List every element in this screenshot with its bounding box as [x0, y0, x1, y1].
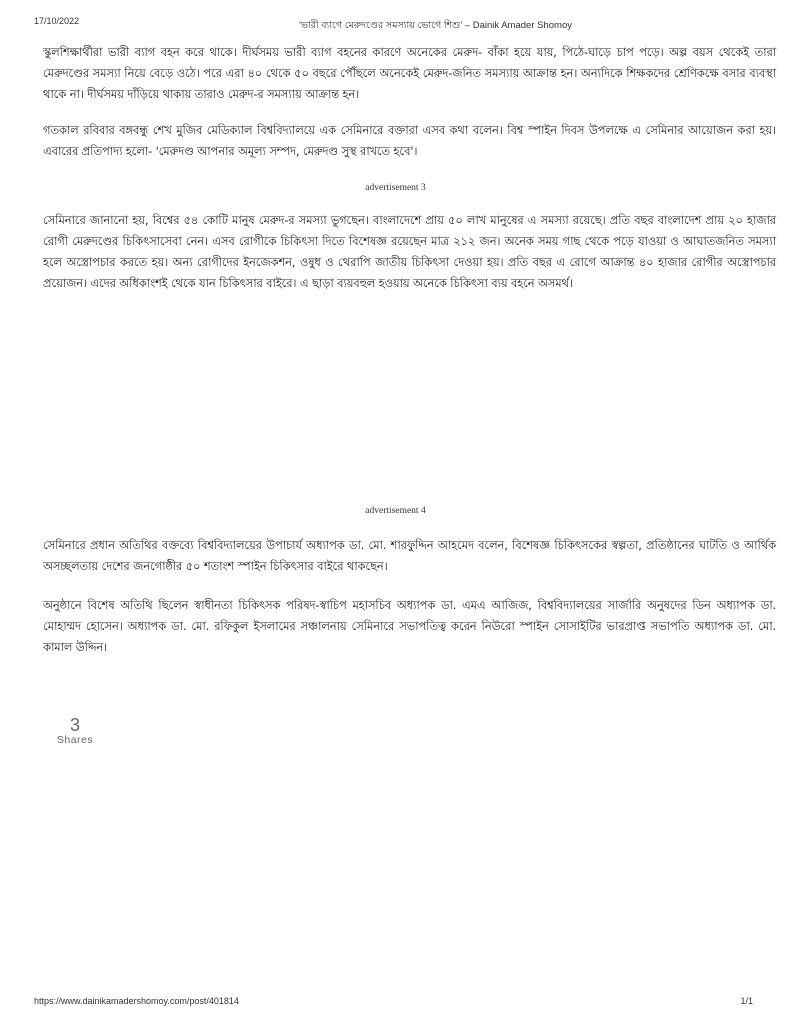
article-paragraph-1: স্কুলশিক্ষার্থীরা ভারী ব্যাগ বহন করে থাকে। দীর্ঘসময় ভারী ব্যাগ বহনের কারণে অনেকের মেরুদ- বাঁকা হয়ে যায়, পিঠে-ঘাড়ে চাপ পড়ে। অল্প বয়স থেকেই তারা মেরুদণ্ডের সমস্যা নিয়ে বেড়ে ওঠে। পরে এরা ৪০ থেকে ৫০ বছরে পৌঁছলে অনেকেই মেরুদ-জনিত সমস্যায় আক্রান্ত হন। অন্যদিকে শিক্ষকদের শ্রেণিকক্ষে বসার ব্যবস্থা থাকে না। দীর্ঘসময় দাঁড়িয়ে থাকায় তারাও মেরুদ-র সমস্যায় আক্রান্ত হন।	[43, 45, 776, 101]
article-paragraph-3: সেমিনারে জানানো হয়, বিশ্বের ৫৪ কোটি মানুষ মেরুদ-র সমস্যা ভুগছেন। বাংলাদেশে প্রায় ৫০ লাখ মানুষের এ সমস্যা রয়েছে। প্রতি বছর বাংলাদেশ প্রায় ২০ হাজার রোগী মেরুদণ্ডের চিকিৎসাসেবা নেন। এসব রোগীকে চিকিৎসা দিতে বিশেষজ্ঞ রয়েছেন মাত্র ২১২ জন। অনেক সময় গাছ থেকে পড়ে যাওয়া ও আঘাতজনিত সমস্যা হলে অস্ত্রোপচার করতে হয়। অন্য রোগীদের ইনজেকশন, ওষুধ ও থেরাপি জাতীয় চিকিৎসা দেওয়া হয়। প্রতি বছর এ রোগে আক্রান্ত ৪০ হাজার রোগীর অস্ত্রোপচার প্রয়োজন। এদের অধিকাংশই থেকে যান চিকিৎসার বাইরে। এ ছাড়া ব্যয়বহুল হওয়ায় অনেকে চিকিৎসা ব্যয় বহনে অসমর্থ।	[43, 213, 776, 290]
print-footer-url: https://www.dainikamadershomoy.com/post/401814	[34, 996, 239, 1006]
share-label: Shares	[56, 734, 94, 746]
advertisement-label-3: advertisement 3	[365, 183, 426, 193]
share-counter[interactable]	[52, 716, 98, 746]
print-header-date: 17/10/2022	[34, 16, 80, 26]
advertisement-label-4: advertisement 4	[365, 506, 426, 516]
print-footer-page: 1/1	[740, 996, 753, 1006]
share-count: 3	[69, 715, 80, 735]
article-paragraph-5: অনুষ্ঠানে বিশেষ অতিথি ছিলেন স্বাধীনতা চিকিৎসক পরিষদ-স্বাচিপ মহাসচিব অধ্যাপক ডা. এমএ আজিজ, বিশ্ববিদ্যালয়ের সার্জারি অনুষদের ডিন অধ্যাপক ডা. মোহাম্মদ হোসেন। অধ্যাপক ডা. মো. রফিকুল ইসলামের সঞ্চালনায় সেমিনারে সভাপতিত্ব করেন নিউরো স্পাইন সোসাইটির ভারপ্রাপ্ত সভাপতি অধ্যাপক ডা. মো. কামাল উদ্দিন।	[43, 598, 776, 654]
article-paragraph-2: গতকাল রবিবার বঙ্গবন্ধু শেখ মুজিব মেডিক্যাল বিশ্ববিদ্যালয়ে এক সেমিনারে বক্তারা এসব কথা বলেন। বিশ্ব স্পাইন দিবস উপলক্ষে এ সেমিনার আয়োজন করা হয়। এবারের প্রতিপাদ্য হলো- 'মেরুদণ্ড আপনার অমূল্য সম্পদ, মেরুদণ্ড সুস্থ রাখতে হবে'।	[43, 123, 776, 158]
article-paragraph-4: সেমিনারে প্রধান অতিথির বক্তব্যে বিশ্ববিদ্যালয়ের উপাচার্য অধ্যাপক ডা. মো. শারফুদ্দিন আহমেদ বলেন, বিশেষজ্ঞ চিকিৎসকের স্বল্পতা, প্রতিষ্ঠানের ঘাটতি ও আর্থিক অসচ্ছলতায় দেশের জনগোষ্ঠীর ৫০ শতাংশ স্পাইন চিকিৎসার বাইরে থাকছেন।	[43, 538, 776, 573]
print-header-title: 'ভারী ব্যাগে মেরুদণ্ডের সমস্যায় ভোগে শিশু' – Dainik Amader Shomoy	[299, 20, 572, 31]
